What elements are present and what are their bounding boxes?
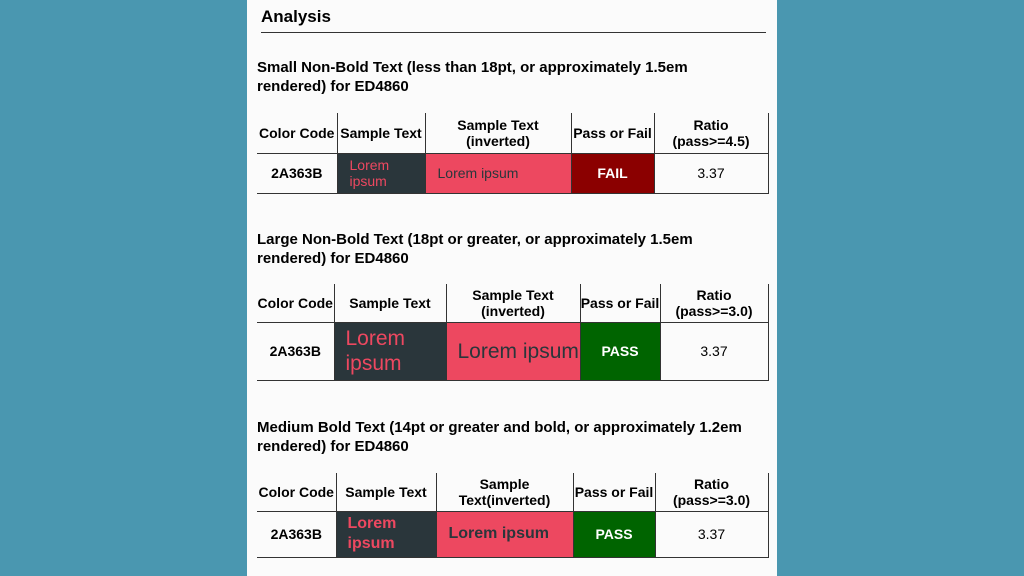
header-ratio: Ratio (pass>=3.0) [655,473,768,511]
result-badge: PASS [573,511,655,557]
header-color-code: Color Code [257,294,333,311]
sample-text-cell: Lorem ipsum [336,511,436,557]
color-code-cell: 2A363B [269,343,321,359]
ratio-value: 3.37 [660,322,768,380]
header-pass-or-fail: Pass or Fail [580,284,660,322]
analysis-page [247,0,777,576]
sample-text-cell: Lorem ipsum [337,153,425,193]
results-table-large-text [257,284,769,381]
table-row [257,511,768,557]
header-pass-or-fail: Pass or Fail [573,473,655,511]
result-badge: PASS [580,322,660,380]
header-sample-text-inverted: Sample Text (inverted) [425,113,571,153]
ratio-value: 3.37 [655,511,768,557]
header-sample-text: Sample Text [337,113,425,153]
header-color-code: Color Code [259,124,335,141]
result-badge: FAIL [571,153,654,193]
table-row [257,322,768,380]
header-sample-text-inverted: Sample Text (inverted) [446,284,580,322]
section-title-medium-bold-text: Medium Bold Text (14pt or greater and bold, or approximately 1.2em rendered) for ED4860 [257,419,742,455]
header-sample-text: Sample Text [336,473,436,511]
ratio-value: 3.37 [654,153,768,193]
table-row [257,153,768,193]
color-code-cell: 2A363B [270,526,322,542]
sample-text-inverted-cell: Lorem ipsum [436,511,573,557]
header-ratio: Ratio (pass>=3.0) [660,284,768,322]
page-title: Analysis [261,6,766,33]
color-code-cell: 2A363B [271,165,323,181]
results-table-medium-bold-text [257,473,769,558]
header-color-code: Color Code [258,483,334,500]
header-pass-or-fail: Pass or Fail [571,113,654,153]
results-table-small-text [257,113,769,194]
header-sample-text-inverted: Sample Text(inverted) [436,473,573,511]
header-sample-text: Sample Text [334,284,446,322]
sample-text-cell: Lorem ipsum [334,322,446,380]
section-title-large-text: Large Non-Bold Text (18pt or greater, or approximately 1.5em rendered) for ED4860 [257,231,693,267]
section-title-small-text: Small Non-Bold Text (less than 18pt, or approximately 1.5em rendered) for ED4860 [257,59,688,95]
header-ratio: Ratio (pass>=4.5) [654,113,768,153]
sample-text-inverted-cell: Lorem ipsum [446,322,580,380]
sample-text-inverted-cell: Lorem ipsum [425,153,571,193]
